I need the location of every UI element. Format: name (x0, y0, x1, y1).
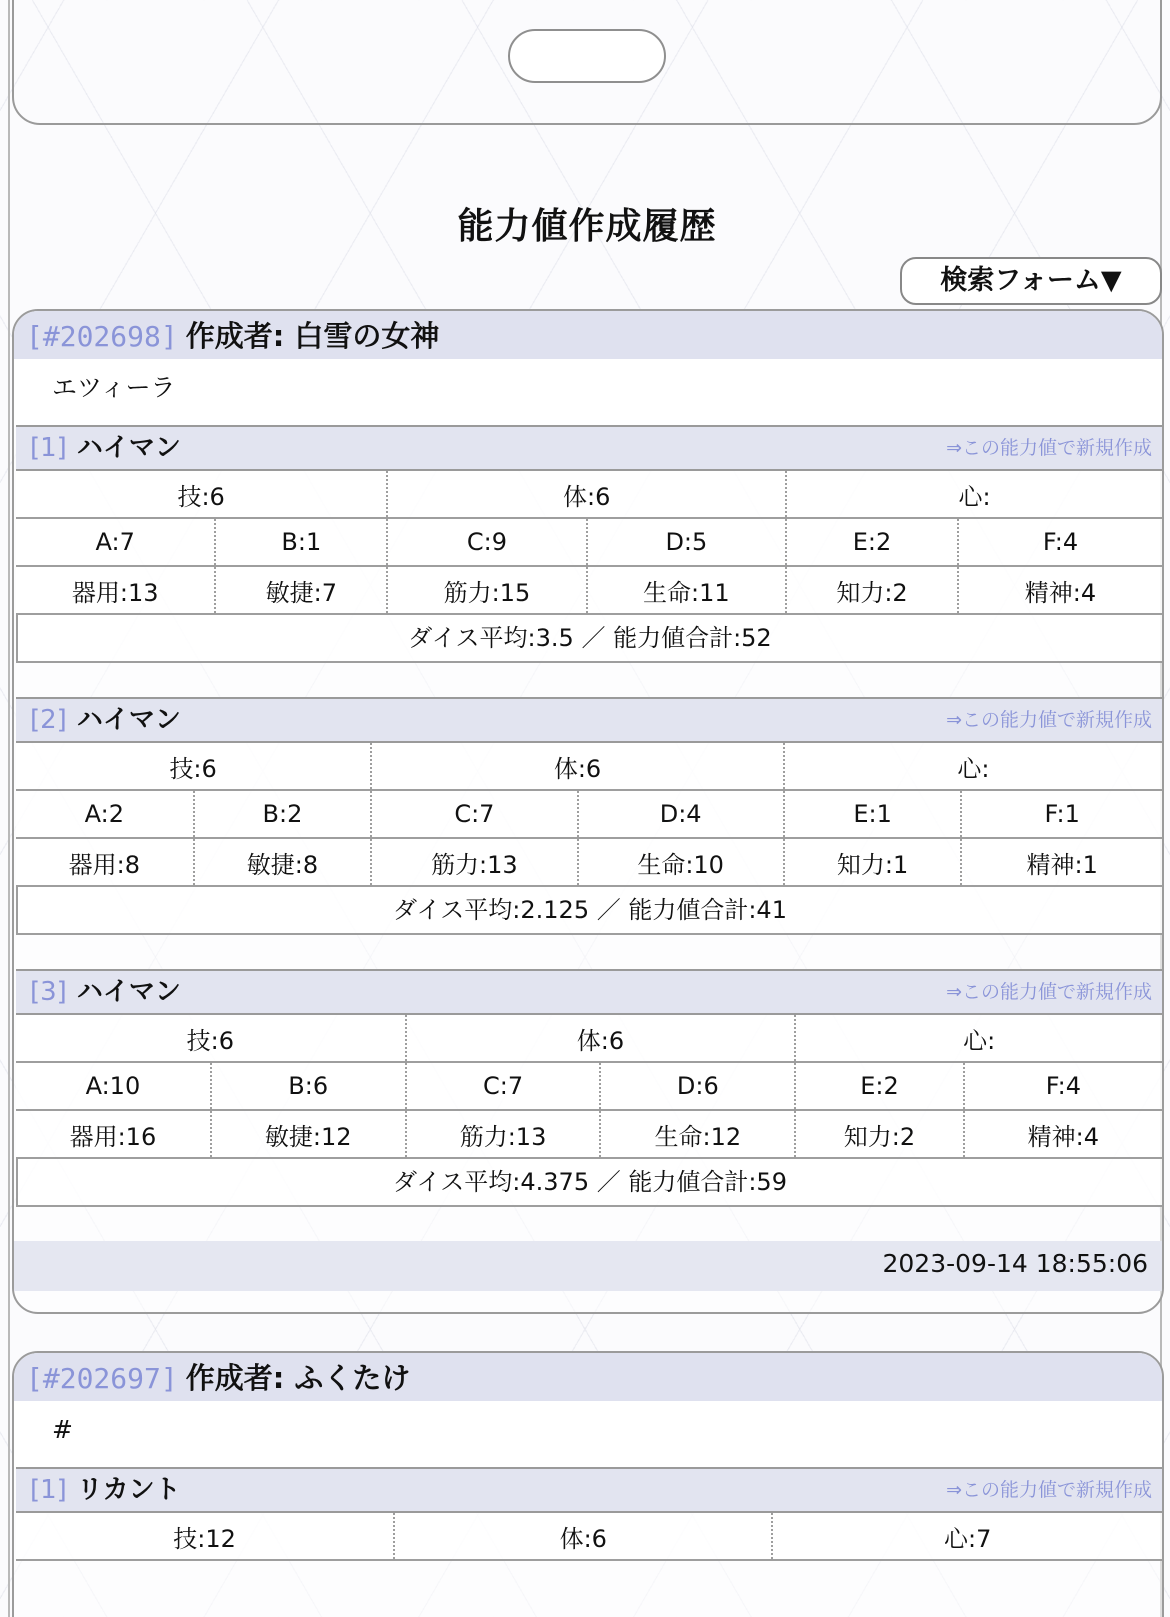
roll-number: [2] (30, 705, 67, 735)
pill-button[interactable] (508, 29, 666, 83)
roll-summary: ダイス平均:3.5 ／ 能力値合計:52 (16, 615, 1162, 663)
record-author: 作成者: ふくたけ (185, 1361, 411, 1395)
search-form-toggle[interactable]: 検索フォーム▼ (900, 257, 1162, 305)
dice-f: F:1 (961, 790, 1162, 838)
roll-number: [1] (30, 433, 67, 463)
ability-dex: 器用:8 (16, 838, 194, 886)
create-from-roll-link[interactable]: ⇒この能力値で新規作成 (946, 709, 1152, 731)
ability-spi: 精神:4 (958, 566, 1162, 614)
group-body: 体:6 (387, 471, 786, 518)
dice-e: E:2 (786, 518, 958, 566)
create-from-roll-link[interactable]: ⇒この能力値で新規作成 (946, 981, 1152, 1003)
group-body: 体:6 (394, 1513, 772, 1560)
group-mind: 心: (784, 743, 1162, 790)
dice-d: D:5 (587, 518, 786, 566)
record-card (12, 309, 1164, 1314)
dice-c: C:7 (406, 1062, 601, 1110)
record-header (14, 311, 1162, 359)
dice-d: D:6 (600, 1062, 795, 1110)
ability-vit: 生命:12 (600, 1110, 795, 1158)
group-mind: 心: (795, 1015, 1162, 1062)
dice-c: C:9 (387, 518, 586, 566)
ability-agi: 敏捷:8 (194, 838, 372, 886)
group-body: 体:6 (406, 1015, 796, 1062)
record-author: 作成者: 白雪の女神 (185, 319, 440, 353)
group-body: 体:6 (371, 743, 784, 790)
roll-header (16, 697, 1162, 743)
roll-stats-table (16, 743, 1162, 887)
roll-stats-table (16, 1513, 1162, 1561)
roll-race: リカント (76, 1475, 181, 1505)
dice-e: E:1 (784, 790, 962, 838)
ability-dex: 器用:16 (16, 1110, 211, 1158)
record-note: # (14, 1401, 1162, 1467)
dice-b: B:2 (194, 790, 372, 838)
record-header (14, 1353, 1162, 1401)
page-title: 能力値作成履歴 (457, 206, 717, 247)
dice-c: C:7 (371, 790, 577, 838)
ability-spi: 精神:4 (964, 1110, 1162, 1158)
roll-number: [3] (30, 977, 67, 1007)
create-from-roll-link[interactable]: ⇒この能力値で新規作成 (946, 437, 1152, 459)
ability-agi: 敏捷:7 (215, 566, 387, 614)
ability-str: 筋力:15 (387, 566, 586, 614)
ability-int: 知力:1 (784, 838, 962, 886)
roll-race: ハイマン (76, 433, 181, 463)
group-mind: 心:7 (772, 1513, 1162, 1560)
ability-str: 筋力:13 (371, 838, 577, 886)
group-tech: 技:12 (16, 1513, 394, 1560)
record-card (12, 1351, 1164, 1617)
roll-block (16, 1467, 1162, 1561)
ability-vit: 生命:10 (578, 838, 784, 886)
group-tech: 技:6 (16, 743, 371, 790)
roll-stats-table (16, 471, 1162, 615)
roll-block (16, 969, 1162, 1207)
ability-str: 筋力:13 (406, 1110, 601, 1158)
ability-int: 知力:2 (795, 1110, 963, 1158)
roll-race: ハイマン (76, 705, 181, 735)
ability-vit: 生命:11 (587, 566, 786, 614)
record-timestamp: 2023-09-14 18:55:06 (14, 1241, 1162, 1291)
ability-agi: 敏捷:12 (211, 1110, 406, 1158)
dice-b: B:1 (215, 518, 387, 566)
roll-header (16, 425, 1162, 471)
dice-f: F:4 (964, 1062, 1162, 1110)
dice-a: A:10 (16, 1062, 211, 1110)
ability-int: 知力:2 (786, 566, 958, 614)
page-frame (8, 0, 1162, 1617)
roll-block (16, 697, 1162, 935)
roll-number: [1] (30, 1475, 67, 1505)
group-mind: 心: (786, 471, 1162, 518)
roll-stats-table (16, 1015, 1162, 1159)
ability-dex: 器用:13 (16, 566, 215, 614)
record-id-link[interactable]: [#202698] (26, 320, 178, 353)
record-note: エツィーラ (14, 359, 1162, 425)
dice-f: F:4 (958, 518, 1162, 566)
dice-d: D:4 (578, 790, 784, 838)
roll-block (16, 425, 1162, 663)
dice-b: B:6 (211, 1062, 406, 1110)
roll-summary: ダイス平均:4.375 ／ 能力値合計:59 (16, 1159, 1162, 1207)
group-tech: 技:6 (16, 1015, 406, 1062)
group-tech: 技:6 (16, 471, 387, 518)
dice-a: A:2 (16, 790, 194, 838)
dice-a: A:7 (16, 518, 215, 566)
ability-spi: 精神:1 (961, 838, 1162, 886)
roll-summary: ダイス平均:2.125 ／ 能力値合計:41 (16, 887, 1162, 935)
create-from-roll-link[interactable]: ⇒この能力値で新規作成 (946, 1479, 1152, 1501)
roll-header (16, 1467, 1162, 1513)
roll-race: ハイマン (76, 977, 181, 1007)
roll-header (16, 969, 1162, 1015)
record-id-link[interactable]: [#202697] (26, 1362, 178, 1395)
dice-e: E:2 (795, 1062, 963, 1110)
